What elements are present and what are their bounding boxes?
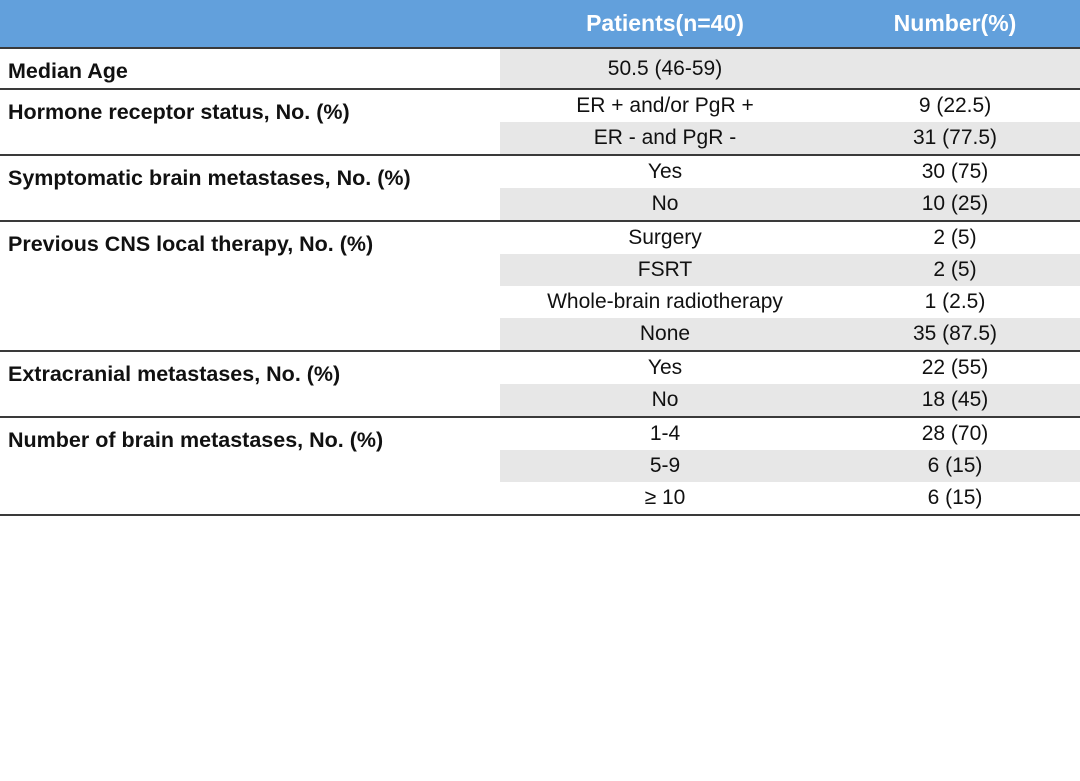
cell-patients: No (500, 384, 830, 417)
cell-patients: Whole-brain radiotherapy (547, 290, 783, 314)
cell-patients: ≥ 10 (644, 486, 686, 510)
cell-patients: ER - and PgR - (500, 122, 830, 155)
cell-number: 9 (22.5) (830, 89, 1080, 122)
column-header-patients: Patients(n=40) (500, 0, 830, 48)
footer-row (0, 515, 1080, 516)
cell-patients: Surgery (500, 221, 830, 254)
cell-patients: 5-9 (500, 450, 830, 482)
cell-patients: 50.5 (46-59) (500, 48, 830, 89)
cell-patients: FSRT (500, 254, 830, 286)
cell-number: 30 (75) (830, 155, 1080, 188)
cell-number: 10 (25) (830, 188, 1080, 221)
column-header-number: Number(%) (830, 0, 1080, 48)
bottom-rule (0, 515, 1080, 516)
cell-patients: No (500, 188, 830, 221)
cell-number: 18 (45) (830, 384, 1080, 417)
table-body (0, 48, 1080, 515)
table-header (0, 0, 1080, 48)
cell-patients: Yes (500, 351, 830, 384)
row-label: Hormone receptor status, No. (%) (0, 89, 500, 155)
row-label: Extracranial metastases, No. (%) (0, 351, 500, 417)
cell-number: 28 (70) (830, 417, 1080, 450)
table-footer-rule (0, 515, 1080, 516)
table-row (0, 417, 1080, 450)
cell-number: 1 (2.5) (924, 290, 986, 314)
cell-number: 2 (5) (830, 221, 1080, 254)
table-row (0, 221, 1080, 254)
cell-patients: Yes (500, 155, 830, 188)
cell-number: 6 (15) (830, 450, 1080, 482)
table-row (0, 155, 1080, 188)
table-row (0, 89, 1080, 122)
column-header-blank (0, 0, 500, 48)
table-row (0, 351, 1080, 384)
table-row (0, 48, 1080, 89)
row-label: Median Age (0, 48, 500, 89)
cell-number: 2 (5) (830, 254, 1080, 286)
cell-number: 35 (87.5) (830, 318, 1080, 351)
cell-number: 22 (55) (830, 351, 1080, 384)
cell-number: 31 (77.5) (830, 122, 1080, 155)
table-header-row (0, 0, 1080, 48)
row-label: Number of brain metastases, No. (%) (0, 417, 500, 515)
cell-number (830, 48, 1080, 89)
cell-patients: None (500, 318, 830, 351)
row-label: Symptomatic brain metastases, No. (%) (0, 155, 500, 221)
cell-patients: ER + and/or PgR + (500, 89, 830, 122)
row-label: Previous CNS local therapy, No. (%) (0, 221, 500, 351)
cell-patients: 1-4 (500, 417, 830, 450)
cell-number: 6 (15) (927, 486, 983, 510)
